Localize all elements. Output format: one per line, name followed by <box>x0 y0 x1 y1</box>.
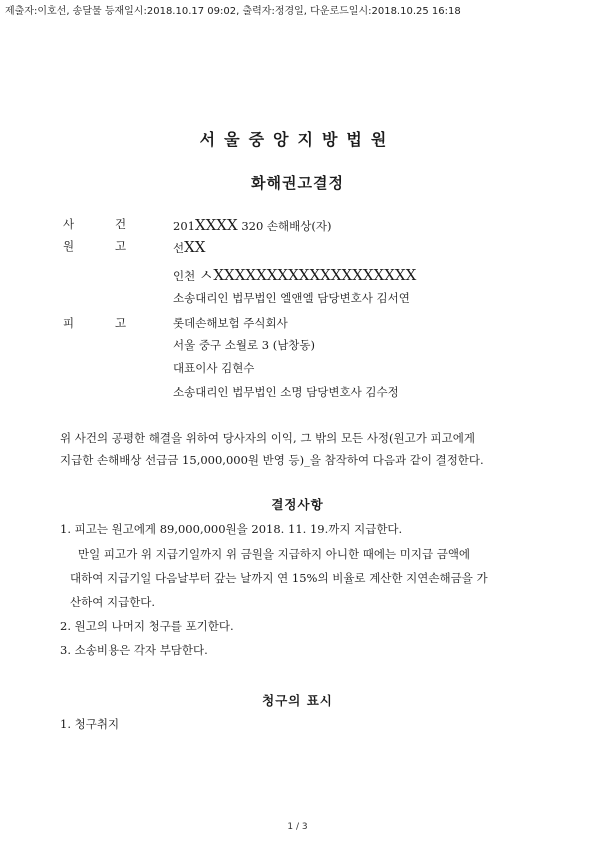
plaintiff-name <box>173 238 205 256</box>
defendant-address: 서울 중구 소월로 3 (남창동) <box>173 338 316 352</box>
document-title: 화해권고결정 <box>251 174 344 192</box>
case-label-1: 사 <box>63 217 75 231</box>
case-label-2: 건 <box>115 217 127 231</box>
plaintiff-address-prefix: 인천 <box>173 269 199 283</box>
case-number-mask: XXXX <box>194 216 238 234</box>
plaintiff-address-mask: ㅅXXXXXXXXXXXXXXXXXXX <box>198 266 417 284</box>
claim-item-1: 1. 청구취지 <box>60 717 120 731</box>
plaintiff-name-prefix: 선 <box>173 241 185 255</box>
intro-paragraph <box>60 427 538 471</box>
case-row <box>0 216 595 236</box>
defendant-address-row <box>0 337 595 357</box>
defendant-row <box>0 315 595 335</box>
plaintiff-label-1: 원 <box>63 239 75 253</box>
case-number-suffix: 320 손해배상(자) <box>237 219 332 233</box>
plaintiff-row <box>0 238 595 258</box>
plaintiff-address-row <box>0 264 595 284</box>
plaintiff-address <box>173 264 416 285</box>
decision-item-1-detail-1: 만일 피고가 위 지급기일까지 위 금원을 지급하지 아니한 때에는 미지급 금액에 <box>78 547 471 561</box>
decision-item-2: 2. 원고의 나머지 청구를 포기한다. <box>60 619 234 633</box>
plaintiff-label-2: 고 <box>115 239 127 253</box>
defendant-counsel: 소송대리인 법무법인 소명 담당변호사 김수정 <box>173 385 399 399</box>
defendant-counsel-row <box>0 384 595 404</box>
decision-item-1-detail-2: 대하여 지급기일 다음날부터 갚는 날까지 연 15%의 비율로 계산한 지연손해금을 가 <box>70 571 488 585</box>
decision-item-1: 1. 피고는 원고에게 89,000,000원을 2018. 11. 19.까지 지급한다. <box>60 522 403 536</box>
decision-item-3: 3. 소송비용은 각자 부담한다. <box>60 643 208 657</box>
decision-title: 결정사항 <box>271 497 324 512</box>
claim-title: 청구의 표시 <box>262 693 333 708</box>
defendant-name: 롯데손해보험 주식회사 <box>173 316 288 330</box>
defendant-label-1: 피 <box>63 316 75 330</box>
plaintiff-counsel-row <box>0 290 595 310</box>
plaintiff-name-mask: XX <box>184 238 206 256</box>
decision-item-1-detail-3: 산하여 지급한다. <box>70 595 156 609</box>
plaintiff-counsel: 소송대리인 법무법인 엘앤엘 담당변호사 김서연 <box>173 291 410 305</box>
case-number-prefix: 201 <box>173 219 195 233</box>
intro-line-1: 위 사건의 공평한 해결을 위하여 당사자의 이익, 그 밖의 모든 사정(원고가 피고에게 <box>60 431 475 445</box>
header-meta-line: 제출자:이호선, 송달물 등재일시:2018.10.17 09:02, 출력자:정경일, 다운로드일시:2018.10.25 16:18 <box>5 6 461 17</box>
defendant-representative: 대표이사 김현수 <box>173 361 255 375</box>
defendant-representative-row <box>0 360 595 380</box>
page-number: 1 / 3 <box>287 822 308 832</box>
case-number <box>173 216 331 234</box>
intro-line-2: 지급한 손해배상 선급금 15,000,000원 반영 등)_을 참작하여 다음과 같이 결정한다. <box>60 453 484 467</box>
defendant-label-2: 고 <box>115 316 127 330</box>
court-name: 서울중앙지방법원 <box>199 130 396 149</box>
